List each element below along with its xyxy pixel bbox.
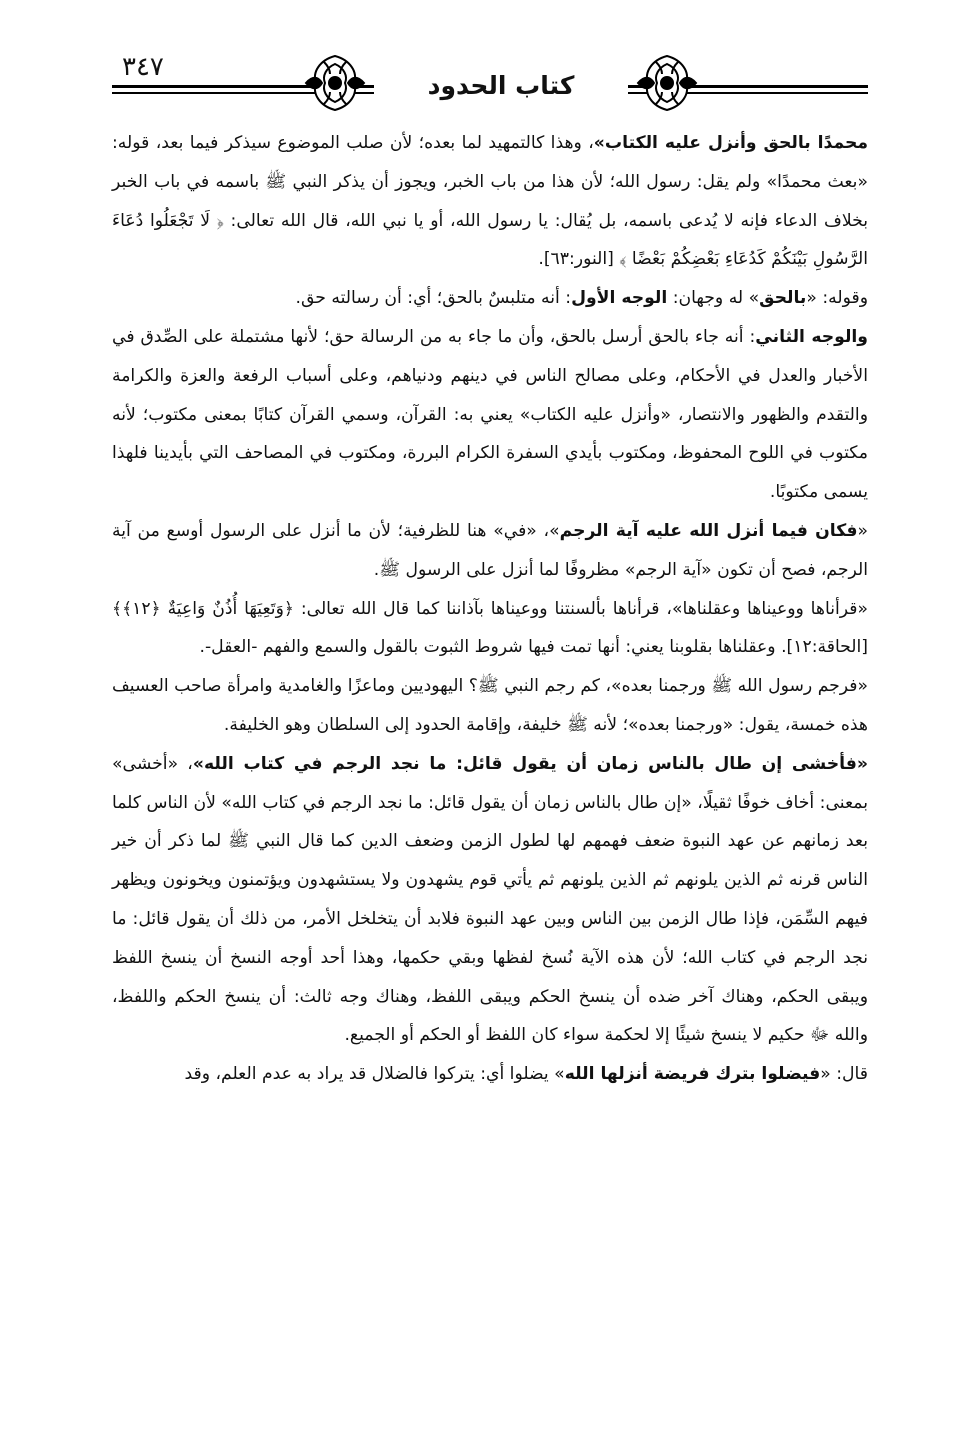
paragraph-segment: « — [857, 520, 869, 541]
paragraph — [112, 512, 868, 590]
ornament-right-icon — [634, 52, 700, 114]
paragraph — [112, 1055, 868, 1094]
paragraph-segment: وقوله: « — [806, 288, 868, 309]
paragraph-segment: » له وجهان: — [667, 288, 760, 309]
paragraph-segment: : أنه جاء بالحق أرسل بالحق، وأن ما جاء به من الرسالة حق؛ لأنها مشتملة على الصِّدق في الأخبار والعدل في الأحكام، وعلى مصالح الناس في دينهم ودنياهم، وعلى أسباب الرفعة والعزة والكرامة والتقدم والظهور والانتصار، «وأنزل عليه الكتاب» يعني به: القرآن، وسمي القرآن كتابًا بمعنى مكتوب؛ لأنه مكتوب في اللوح المحفوظ، ومكتوب بأيدي السفرة الكرام البررة، ومكتوب في المصاحف التي بأيدينا فلهذا يسمى مكتوبًا. — [112, 326, 868, 503]
paragraph-segment: بالحق — [759, 288, 807, 309]
paragraph-segment: فكان فيما أنزل الله عليه آية الرجم — [559, 520, 858, 541]
paragraph — [112, 667, 868, 745]
paragraph-segment: والوجه الثاني — [755, 326, 868, 347]
ornament-left-icon — [302, 52, 368, 114]
body-text — [112, 124, 868, 1094]
paragraph-segment: فيضلوا بترك فريضة أنزلها الله — [564, 1064, 821, 1085]
paragraph-segment: الوجه الأول — [571, 288, 668, 309]
running-title: كتاب الحدود — [374, 70, 628, 102]
paragraph — [112, 279, 868, 318]
paragraph-segment: ، وهذا كالتمهيد لما بعده؛ لأن صلب الموضوع سيذكر فيما بعد، قوله: «بعث محمدًا» ولم يقل: رسول الله؛ لأن هذا من باب الخبر، ويجوز أن يذكر النبي ﷺ باسمه في باب الخبر بخلاف الدعاء فإنه لا يُدعى باسمه، بل يُقال: يا رسول الله، أو يا نبي الله، قال الله تعالى: ﴿ لَا تَجْعَلُوا دُعَاءَ الرَّسُولِ بَيْنَكُمْ كَدُعَاءِ بَعْضِكُمْ بَعْضًا ﴾ [النور:٦٣]. — [112, 133, 868, 270]
paragraph — [112, 745, 868, 1055]
page-number: ٣٤٧ — [122, 52, 164, 82]
page-header — [112, 52, 868, 120]
paragraph-segment: «قرأناها ووعيناها وعقلناها»، قرأناها بألسنتنا ووعيناها بآذاننا كما قال الله تعالى: ﴿وَتَعِيَهَا أُذُنٌ وَاعِيَةٌ ﴿١٢﴾﴾ [الحاقة:١٢]. وعقلناها بقلوبنا يعني: أنها تمت فيها شروط الثبوت بالقول والسمع والفهم -العقل-. — [112, 598, 868, 658]
paragraph-segment: »، «في» هنا للظرفية؛ لأن ما أنزل على الرسول أوسع من آية الرجم، فصح أن تكون «آية الرجم» مظروفًا لما أنزل على الرسول ﷺ. — [112, 520, 868, 580]
paragraph-segment: ، «أخشى» بمعنى: أخاف خوفًا ثقيلًا، «إن طال بالناس زمان أن يقول قائل: ما نجد الرجم في كتاب الله» لأن الناس كلما بعد زمانهم عن عهد النبوة ضعف فهمهم لها لطول الزمن وضعف الدين كما قال النبي ﷺ لما ذكر أن خير الناس قرنه ثم الذين يلونهم ثم الذين يلونهم ثم يأتي قوم يشهدون ولا يستشهدون ويؤتمنون ويخونون ويظهر فيهم السِّمَن، فإذا طال الزمن بين الناس وبين عهد النبوة فلابد أن يتخلخل الأمر، من ذلك أن يقول قائل: ما نجد الرجم في كتاب الله؛ لأن هذه الآية نُسخ لفظها وبقي حكمها، وهذا أحد أوجه النسخ أن ينسخ اللفظ ويبقى الحكم، وهناك آخر ضده أن ينسخ الحكم ويبقى اللفظ، وهناك وجه ثالث: أن ينسخ الحكم واللفظ، والله ﷻ حكيم لا ينسخ شيئًا إلا لحكمة سواء كان اللفظ أو الحكم أو الجميع. — [112, 753, 868, 1046]
paragraph-segment: محمدًا بالحق وأنزل عليه الكتاب» — [593, 133, 868, 153]
paragraph-segment: «فأخشى إن طال بالناس زمان أن يقول قائل: ما نجد الرجم في كتاب الله» — [192, 753, 868, 774]
paragraph — [112, 318, 868, 512]
paragraph-segment: «فرجم رسول الله ﷺ ورجمنا بعده»، كم رجم النبي ﷺ؟ اليهوديين وماعزًا والغامدية وامرأة صاحب العسيف هذه خمسة، يقول: «ورجمنا بعده»؛ لأنه ﷺ خليفة، وإقامة الحدود إلى السلطان وهو الخليفة. — [112, 676, 868, 735]
paragraph-segment: قال: « — [820, 1064, 868, 1085]
paragraph — [112, 124, 868, 279]
paragraph-segment: » يضلوا أي: يتركوا فالضلال قد يراد به عدم العلم، وقد — [184, 1064, 565, 1085]
paragraph-segment: : أنه متلبسٌ بالحق؛ أي: أن رسالته حق. — [295, 288, 572, 309]
paragraph — [112, 590, 868, 668]
